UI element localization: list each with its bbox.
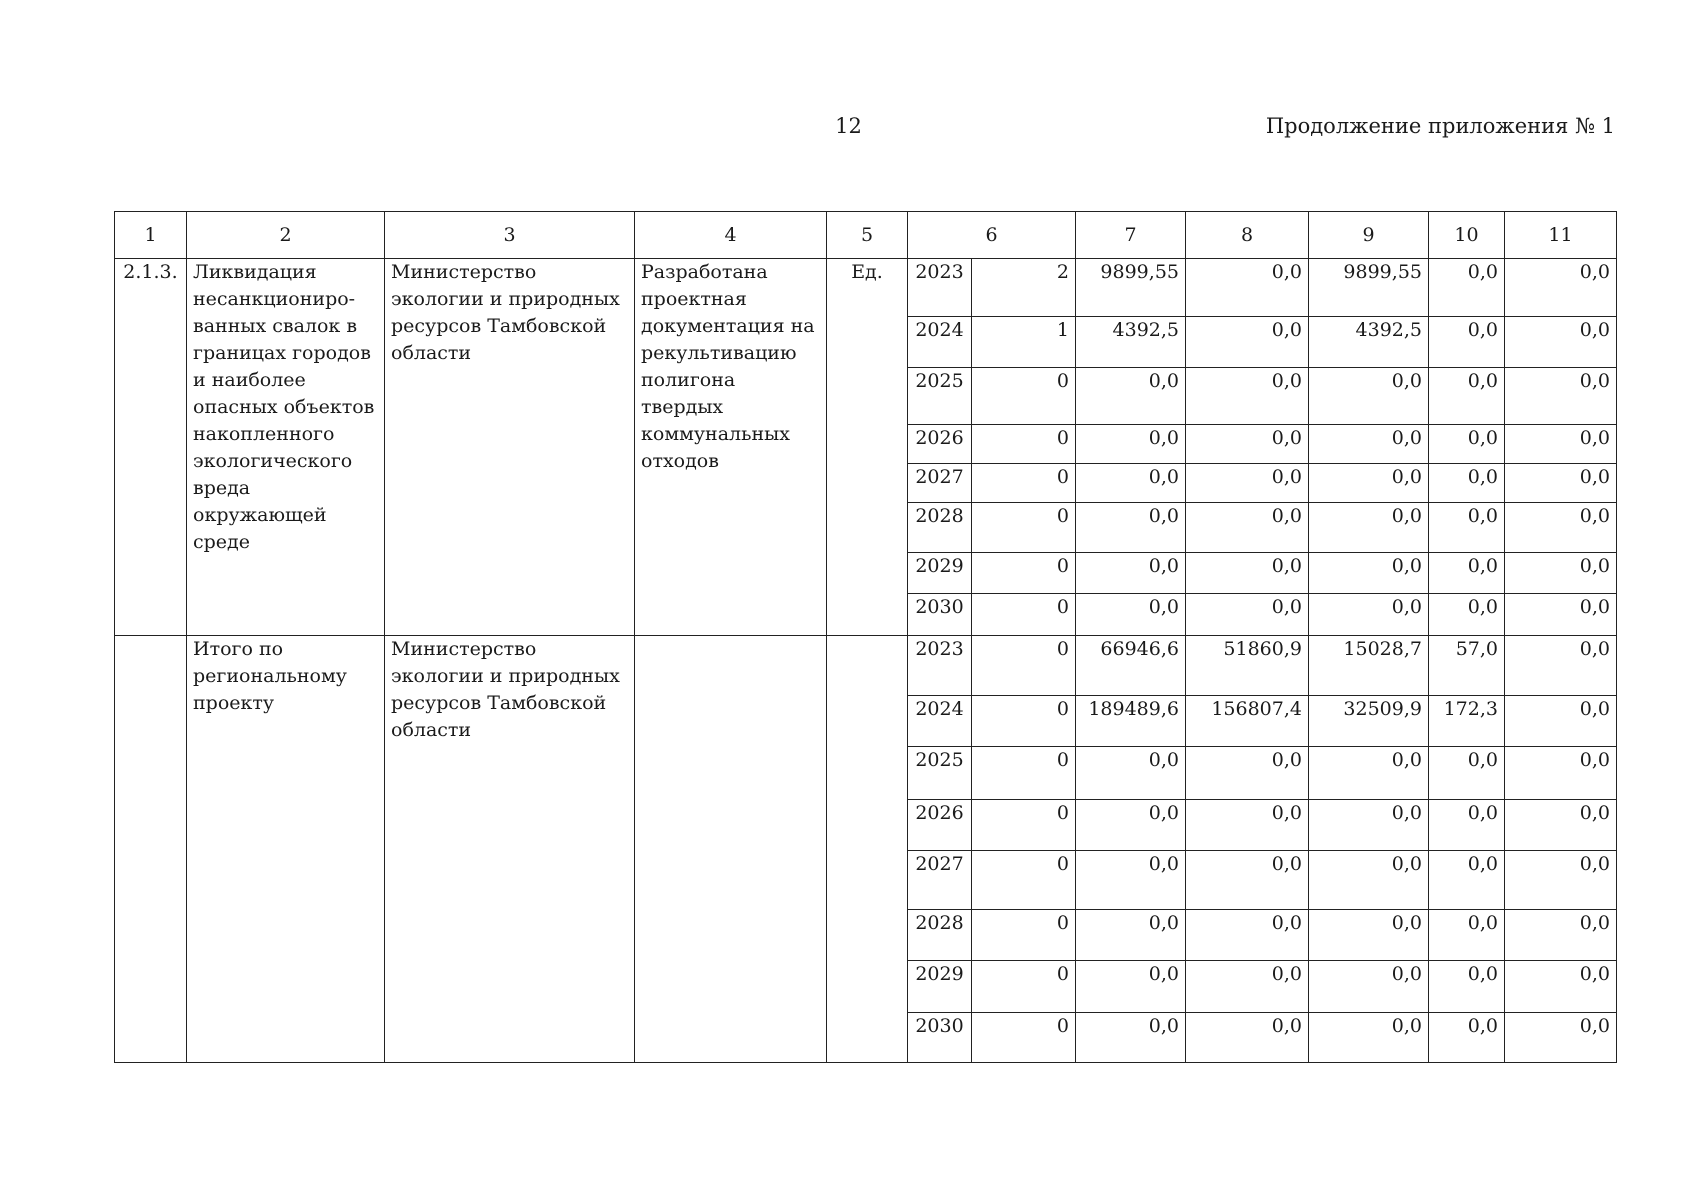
value-col-7: 189489,6 [1076, 696, 1186, 747]
column-number-header: 5 [827, 212, 908, 259]
value-col-9: 4392,5 [1309, 317, 1429, 368]
value-col-11: 0,0 [1505, 503, 1617, 553]
value-col-11: 0,0 [1505, 636, 1617, 696]
value-col-8: 0,0 [1186, 800, 1309, 851]
value-col-11: 0,0 [1505, 851, 1617, 910]
value-col-6: 0 [972, 747, 1076, 800]
value-col-8: 0,0 [1186, 464, 1309, 503]
value-col-11: 0,0 [1505, 1013, 1617, 1063]
table-row [115, 636, 1617, 696]
value-col-10: 57,0 [1429, 636, 1505, 696]
value-col-11: 0,0 [1505, 368, 1617, 425]
value-col-11: 0,0 [1505, 696, 1617, 747]
value-col-6: 0 [972, 425, 1076, 464]
year-cell: 2026 [908, 425, 972, 464]
year-cell: 2025 [908, 747, 972, 800]
year-cell: 2024 [908, 696, 972, 747]
column-number-header: 9 [1309, 212, 1429, 259]
column-number-header: 7 [1076, 212, 1186, 259]
value-col-6: 0 [972, 800, 1076, 851]
value-col-6: 0 [972, 851, 1076, 910]
value-col-6: 0 [972, 594, 1076, 636]
value-col-10: 0,0 [1429, 961, 1505, 1013]
value-col-9: 0,0 [1309, 747, 1429, 800]
year-cell: 2028 [908, 910, 972, 961]
value-col-7: 0,0 [1076, 747, 1186, 800]
value-col-10: 0,0 [1429, 503, 1505, 553]
value-col-11: 0,0 [1505, 464, 1617, 503]
year-cell: 2026 [908, 800, 972, 851]
row-number-cell [115, 636, 187, 1063]
value-col-11: 0,0 [1505, 553, 1617, 594]
value-col-9: 0,0 [1309, 464, 1429, 503]
value-col-9: 0,0 [1309, 910, 1429, 961]
value-col-7: 0,0 [1076, 464, 1186, 503]
value-col-9: 32509,9 [1309, 696, 1429, 747]
appendix-continuation-label: Продолжение приложения № 1 [1265, 114, 1615, 138]
executor-cell: Министерство экологии и природных ресурсов Тамбовской области [385, 259, 635, 636]
unit-cell: Ед. [827, 259, 908, 636]
year-cell: 2027 [908, 464, 972, 503]
value-col-7: 0,0 [1076, 368, 1186, 425]
executor-cell: Министерство экологии и природных ресурсов Тамбовской области [385, 636, 635, 1063]
value-col-8: 0,0 [1186, 317, 1309, 368]
column-number-header: 2 [187, 212, 385, 259]
table-row [115, 259, 1617, 317]
value-col-9: 9899,55 [1309, 259, 1429, 317]
value-col-6: 1 [972, 317, 1076, 368]
year-cell: 2023 [908, 636, 972, 696]
year-cell: 2025 [908, 368, 972, 425]
unit-cell [827, 636, 908, 1063]
result-cell [635, 636, 827, 1063]
value-col-7: 0,0 [1076, 910, 1186, 961]
value-col-7: 0,0 [1076, 594, 1186, 636]
value-col-11: 0,0 [1505, 800, 1617, 851]
column-number-header: 4 [635, 212, 827, 259]
section-regional-total [115, 636, 1617, 1063]
year-cell: 2030 [908, 594, 972, 636]
value-col-7: 0,0 [1076, 1013, 1186, 1063]
value-col-10: 0,0 [1429, 317, 1505, 368]
value-col-6: 0 [972, 368, 1076, 425]
value-col-10: 0,0 [1429, 910, 1505, 961]
value-col-9: 0,0 [1309, 594, 1429, 636]
year-cell: 2027 [908, 851, 972, 910]
program-table [114, 211, 1617, 1063]
column-number-header: 3 [385, 212, 635, 259]
value-col-10: 0,0 [1429, 594, 1505, 636]
value-col-11: 0,0 [1505, 317, 1617, 368]
column-number-header: 8 [1186, 212, 1309, 259]
value-col-7: 0,0 [1076, 553, 1186, 594]
value-col-10: 0,0 [1429, 851, 1505, 910]
value-col-6: 0 [972, 696, 1076, 747]
value-col-11: 0,0 [1505, 425, 1617, 464]
year-cell: 2028 [908, 503, 972, 553]
value-col-8: 0,0 [1186, 553, 1309, 594]
value-col-10: 0,0 [1429, 368, 1505, 425]
value-col-6: 0 [972, 636, 1076, 696]
measure-name-cell: Итого по региональному проекту [187, 636, 385, 1063]
column-number-header: 11 [1505, 212, 1617, 259]
value-col-8: 0,0 [1186, 368, 1309, 425]
value-col-9: 0,0 [1309, 368, 1429, 425]
value-col-11: 0,0 [1505, 910, 1617, 961]
value-col-9: 0,0 [1309, 1013, 1429, 1063]
value-col-8: 0,0 [1186, 594, 1309, 636]
value-col-6: 0 [972, 464, 1076, 503]
section-2-1-3 [115, 259, 1617, 636]
value-col-9: 0,0 [1309, 425, 1429, 464]
value-col-8: 51860,9 [1186, 636, 1309, 696]
value-col-7: 0,0 [1076, 503, 1186, 553]
value-col-8: 0,0 [1186, 910, 1309, 961]
column-number-header: 6 [908, 212, 1076, 259]
value-col-8: 0,0 [1186, 259, 1309, 317]
value-col-8: 156807,4 [1186, 696, 1309, 747]
value-col-10: 0,0 [1429, 1013, 1505, 1063]
measure-name-cell: Ликвидация несанкциониро-ванных свалок в границах городов и наиболее опасных объектов накопленного экологического вреда окружающей среде [187, 259, 385, 636]
value-col-7: 0,0 [1076, 425, 1186, 464]
row-number-cell: 2.1.3. [115, 259, 187, 636]
value-col-10: 0,0 [1429, 259, 1505, 317]
value-col-6: 0 [972, 503, 1076, 553]
year-cell: 2029 [908, 553, 972, 594]
value-col-11: 0,0 [1505, 259, 1617, 317]
value-col-6: 0 [972, 961, 1076, 1013]
value-col-9: 0,0 [1309, 961, 1429, 1013]
value-col-7: 0,0 [1076, 800, 1186, 851]
value-col-7: 9899,55 [1076, 259, 1186, 317]
column-number-header: 1 [115, 212, 187, 259]
value-col-6: 0 [972, 1013, 1076, 1063]
value-col-9: 0,0 [1309, 553, 1429, 594]
value-col-11: 0,0 [1505, 961, 1617, 1013]
column-number-header-row [115, 212, 1617, 259]
value-col-9: 0,0 [1309, 503, 1429, 553]
year-cell: 2023 [908, 259, 972, 317]
value-col-9: 0,0 [1309, 800, 1429, 851]
value-col-10: 0,0 [1429, 464, 1505, 503]
value-col-6: 0 [972, 910, 1076, 961]
value-col-8: 0,0 [1186, 425, 1309, 464]
value-col-8: 0,0 [1186, 961, 1309, 1013]
year-cell: 2024 [908, 317, 972, 368]
value-col-7: 0,0 [1076, 851, 1186, 910]
year-cell: 2030 [908, 1013, 972, 1063]
value-col-10: 0,0 [1429, 800, 1505, 851]
value-col-10: 172,3 [1429, 696, 1505, 747]
value-col-7: 4392,5 [1076, 317, 1186, 368]
value-col-7: 0,0 [1076, 961, 1186, 1013]
column-number-header: 10 [1429, 212, 1505, 259]
value-col-8: 0,0 [1186, 851, 1309, 910]
value-col-8: 0,0 [1186, 503, 1309, 553]
value-col-6: 0 [972, 553, 1076, 594]
value-col-7: 66946,6 [1076, 636, 1186, 696]
value-col-9: 0,0 [1309, 851, 1429, 910]
value-col-10: 0,0 [1429, 747, 1505, 800]
value-col-9: 15028,7 [1309, 636, 1429, 696]
value-col-11: 0,0 [1505, 747, 1617, 800]
page-number: 12 [835, 114, 862, 138]
value-col-11: 0,0 [1505, 594, 1617, 636]
value-col-8: 0,0 [1186, 1013, 1309, 1063]
value-col-10: 0,0 [1429, 425, 1505, 464]
value-col-10: 0,0 [1429, 553, 1505, 594]
value-col-8: 0,0 [1186, 747, 1309, 800]
value-col-6: 2 [972, 259, 1076, 317]
result-cell: Разработана проектная документация на рекультивацию полигона твердых коммунальных отходов [635, 259, 827, 636]
year-cell: 2029 [908, 961, 972, 1013]
